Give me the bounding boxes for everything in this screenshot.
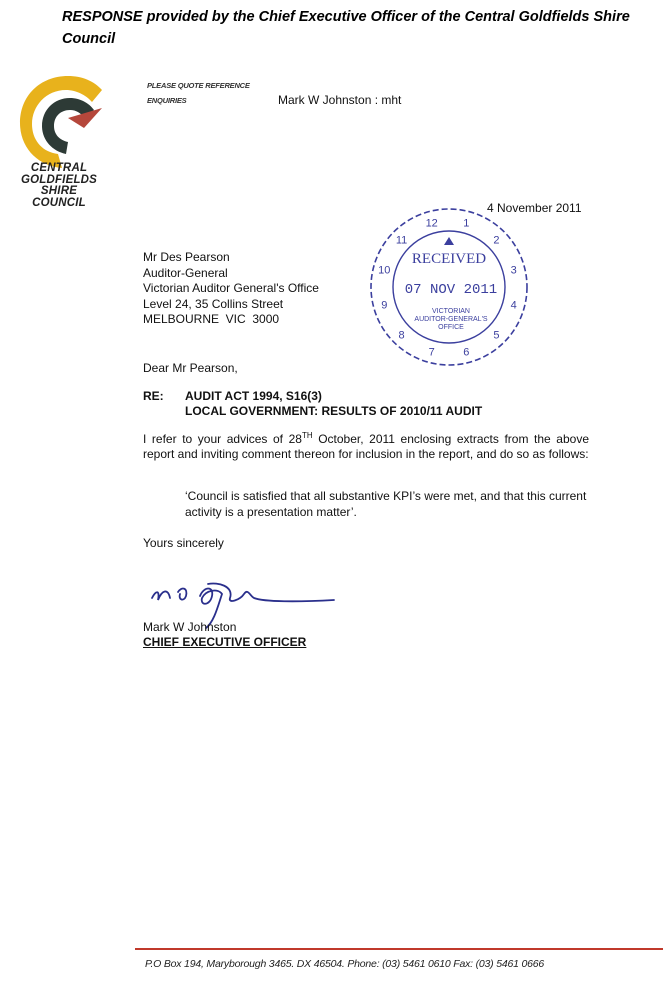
footer-divider xyxy=(135,948,663,950)
received-stamp xyxy=(367,205,531,369)
addressee-line: MELBOURNE VIC 3000 xyxy=(143,312,280,326)
stamp-ring-number: 7 xyxy=(428,346,435,359)
stamp-ring-number: 11 xyxy=(395,234,408,247)
enquiries-label: ENQUIRIES xyxy=(147,96,187,105)
addressee-line: Victorian Auditor General's Office xyxy=(143,281,319,295)
reference-label: PLEASE QUOTE REFERENCE xyxy=(147,81,250,90)
addressee-line: Level 24, 35 Collins Street xyxy=(143,296,284,311)
council-logo-wordmark: CENTRAL GOLDFIELDS SHIRE COUNCIL xyxy=(20,162,98,209)
quoted-response: ‘Council is satisfied that all substantive KPI’s were met, and that this current activity is a presentation matter’. xyxy=(185,489,587,519)
enquiries-value: Mark W Johnston : mht xyxy=(278,93,402,107)
stamp-ring-number: 5 xyxy=(493,329,500,342)
stamp-ring-number: 1 xyxy=(463,217,470,230)
stamp-date: 07 NOV 2011 xyxy=(404,282,498,298)
stamp-received: RECEIVED xyxy=(411,251,487,267)
letterhead-footer: P.O Box 194, Maryborough 3465. DX 46504. Phone: (03) 5461 0610 Fax: (03) 5461 0666 xyxy=(145,958,545,970)
stamp-office-2: AUDITOR-GENERAL'S xyxy=(414,316,488,323)
stamp-ring-number: 4 xyxy=(510,299,517,312)
stamp-ring-number: 9 xyxy=(381,299,388,312)
addressee-line: Auditor-General xyxy=(143,265,228,280)
stamp-office-3: OFFICE xyxy=(438,324,464,331)
signatory-name: Mark W Johnston xyxy=(143,620,237,634)
re-subject: AUDIT ACT 1994, S16(3) LOCAL GOVERNMENT: RESULTS OF 2010/11 AUDIT xyxy=(185,389,483,418)
letter-date: 4 November 2011 xyxy=(487,201,582,215)
body-paragraph: I refer to your advices of 28TH October, 2011 enclosing extracts from the above report and inviting comment thereon for inclusion in the report, and do so as follows: xyxy=(143,431,590,461)
re-label: RE: xyxy=(143,389,164,403)
addressee-block xyxy=(143,250,319,328)
stamp-office-1: VICTORIAN xyxy=(432,308,470,315)
page-heading: RESPONSE provided by the Chief Executive Officer of the Central Goldfields Shire Council xyxy=(62,9,630,47)
signatory-title: CHIEF EXECUTIVE OFFICER xyxy=(143,635,307,649)
stamp-ring-number: 10 xyxy=(378,264,391,277)
stamp-ring-number: 3 xyxy=(510,264,517,277)
closing: Yours sincerely xyxy=(143,536,224,550)
stamp-ring-number: 12 xyxy=(425,217,438,230)
stamp-ring-number: 8 xyxy=(398,329,405,342)
stamp-ring-number: 2 xyxy=(493,234,500,247)
greeting: Dear Mr Pearson, xyxy=(143,361,238,375)
stamp-ring-number: 6 xyxy=(463,346,470,359)
addressee-line: Mr Des Pearson xyxy=(143,250,230,264)
